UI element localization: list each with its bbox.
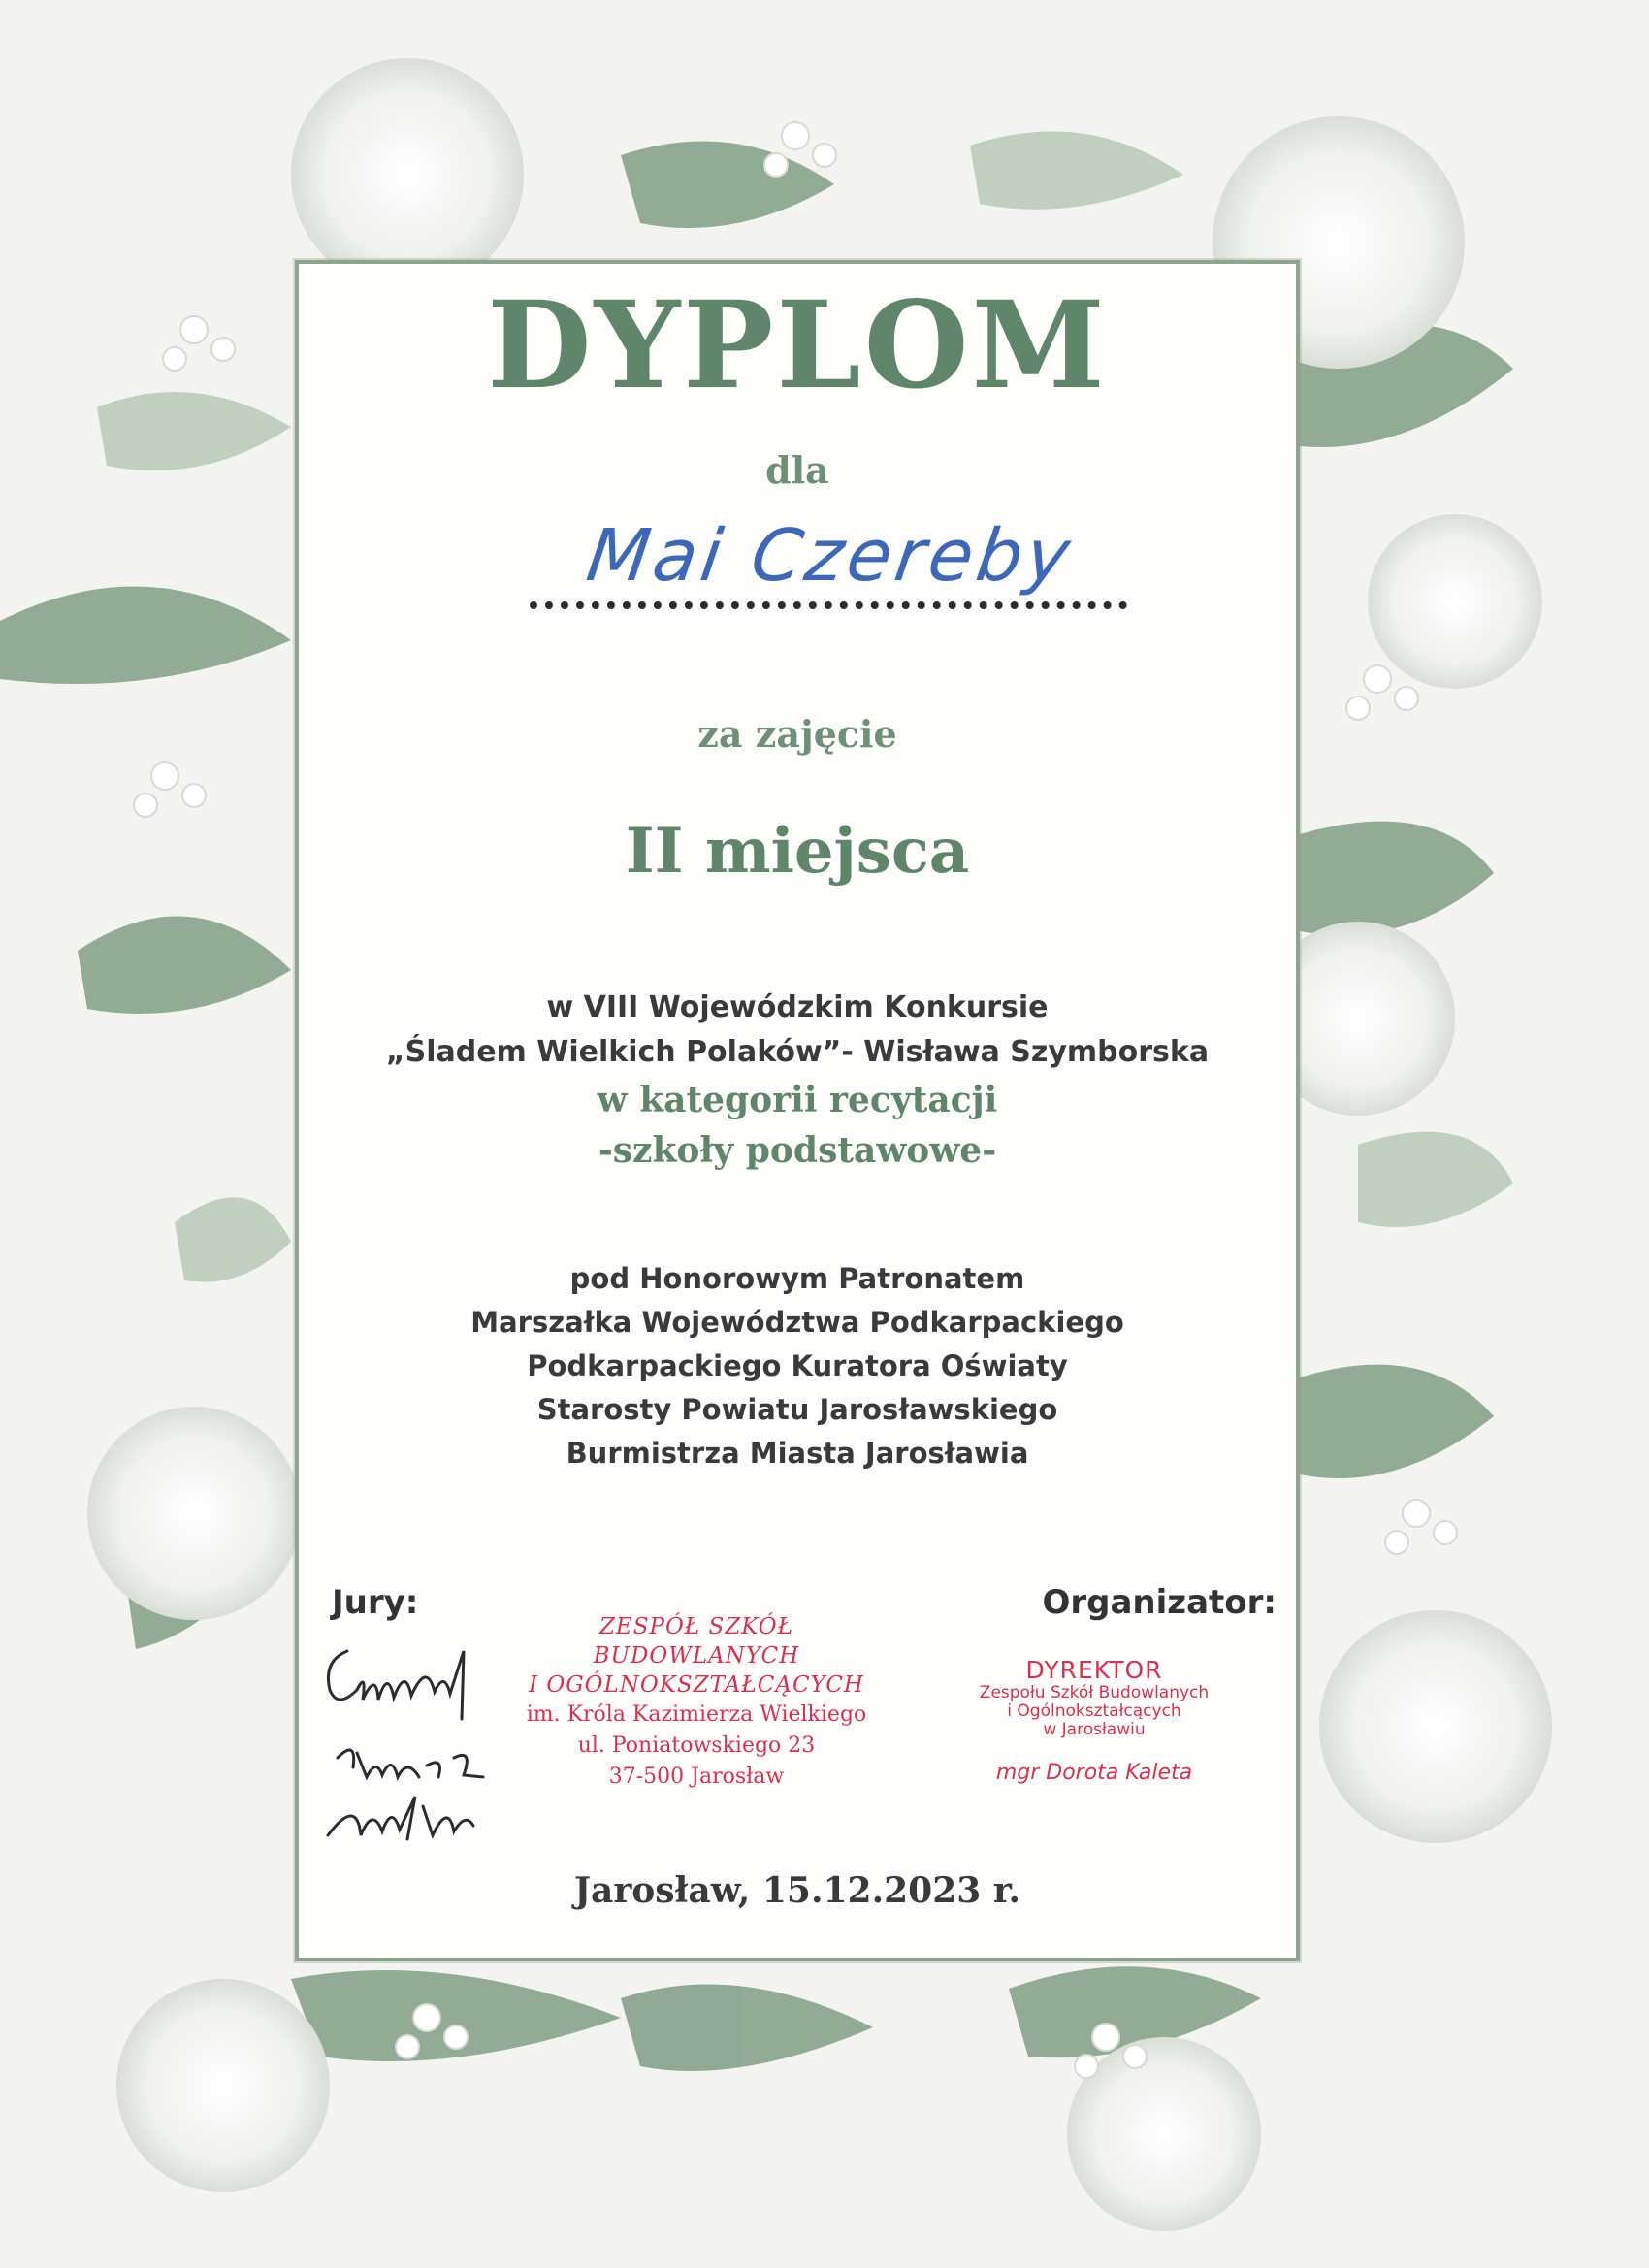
director-title: DYREKTOR — [1025, 1656, 1163, 1684]
patronage-line: Burmistrza Miasta Jarosławia — [566, 1437, 1029, 1470]
contest-line-1: w VIII Wojewódzkim Konkursie — [546, 990, 1049, 1024]
stamp-line: I OGÓLNOKSZTAŁCĄCYCH — [529, 1672, 864, 1698]
contest-line-2: „Śladem Wielkich Polaków”- Wisława Szymborska — [385, 1035, 1210, 1069]
issue-date: Jarosław, 15.12.2023 r. — [573, 1870, 1021, 1911]
stamp-line: im. Króla Kazimierza Wielkiego — [526, 1702, 867, 1727]
jury-label: Jury: — [332, 1583, 419, 1622]
patronage-line: Starosty Powiatu Jarosławskiego — [536, 1393, 1058, 1426]
stamp-line: ul. Poniatowskiego 23 — [577, 1733, 816, 1758]
patronage-block — [299, 1257, 1296, 1475]
stamp-line: 37-500 Jarosław — [608, 1765, 785, 1789]
director-line: i Ogólnokształcących — [1007, 1701, 1181, 1721]
contest-description — [299, 986, 1296, 1176]
category-line-2: -szkoły podstawowe- — [598, 1130, 997, 1171]
patronage-line: pod Honorowym Patronatem — [569, 1262, 1025, 1295]
director-name: mgr Dorota Kaleta — [995, 1761, 1193, 1785]
organizer-label: Organizator: — [1042, 1583, 1277, 1622]
diploma-frame — [295, 260, 1300, 1961]
director-stamp — [958, 1657, 1230, 1785]
patronage-line: Podkarpackiego Kuratora Oświaty — [527, 1349, 1068, 1382]
recipient-name-handwritten: Mai Czereby — [581, 514, 1080, 598]
jury-signatures — [318, 1632, 512, 1845]
for-taking-label: za zajęcie — [697, 712, 897, 756]
school-stamp — [493, 1612, 900, 1793]
name-dotted-line — [530, 601, 1127, 609]
diploma-title: DYPLOM — [487, 275, 1108, 416]
patronage-line: Marszałka Województwa Podkarpackiego — [470, 1306, 1124, 1339]
director-line: w Jarosławiu — [1043, 1720, 1146, 1739]
stamp-line: ZESPÓŁ SZKÓŁ BUDOWLANYCH — [593, 1614, 800, 1669]
for-label: dla — [765, 448, 829, 492]
director-line: Zespołu Szkół Budowlanych — [979, 1683, 1210, 1702]
place-award: II miejsca — [625, 815, 970, 888]
category-line-1: w kategorii recytacji — [597, 1080, 998, 1120]
